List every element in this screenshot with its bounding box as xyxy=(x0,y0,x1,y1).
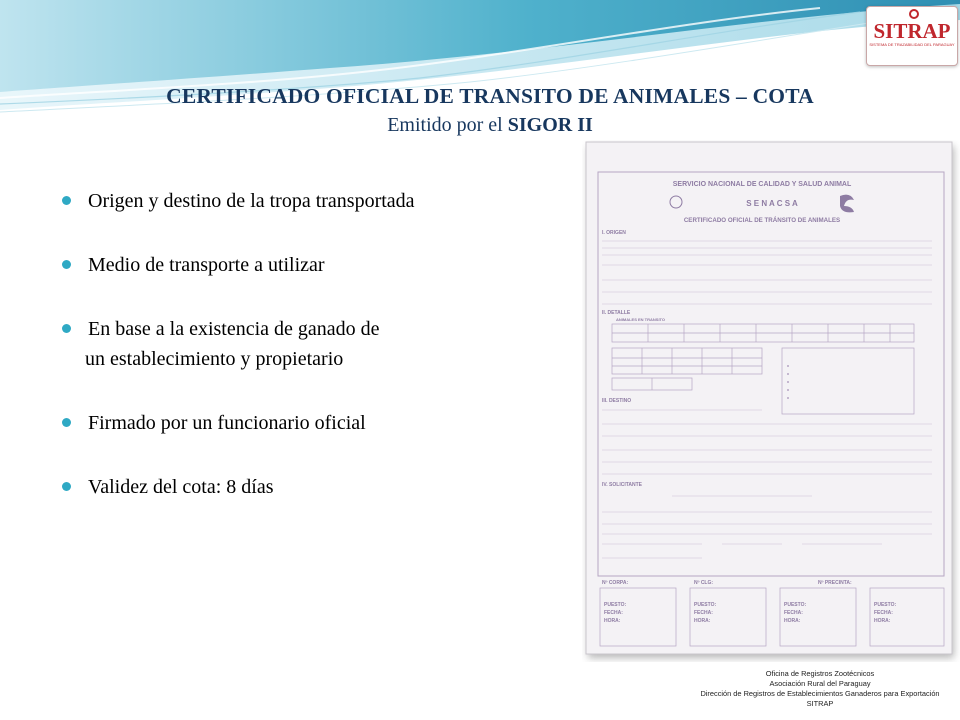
footer-credits xyxy=(680,669,960,709)
cert-hora-4: HORA: xyxy=(874,618,891,624)
cert-section-solicitante: IV. SOLICITANTE xyxy=(602,482,643,488)
cert-hora-2: HORA: xyxy=(694,618,711,624)
bullet-text: Origen y destino de la tropa transportada xyxy=(88,190,415,212)
slide-title: CERTIFICADO OFICIAL DE TRANSITO DE ANIMALES – COTA xyxy=(166,84,814,108)
slide-subtitle xyxy=(60,114,920,137)
cert-fecha-2: FECHA: xyxy=(694,610,713,616)
logo-emblem-icon xyxy=(909,9,919,19)
logo-subtext: SISTEMA DE TRAZABILIDAD DEL PARAGUAY xyxy=(869,42,955,47)
footer-line: Oficina de Registros Zootécnicos xyxy=(765,669,875,678)
cert-corral-2: Nº CLG: xyxy=(694,580,714,586)
bullet-item xyxy=(62,250,582,280)
sitrap-logo xyxy=(866,6,958,66)
bullet-dot-icon xyxy=(62,260,71,269)
cert-corral-3: Nº PRECINTA: xyxy=(818,580,852,586)
bullet-dot-icon xyxy=(62,418,71,427)
bullet-item xyxy=(62,472,582,502)
footer-line: Asociación Rural del Paraguay xyxy=(769,679,871,688)
cert-puesto-3: PUESTO: xyxy=(784,602,807,608)
cert-hora-1: HORA: xyxy=(604,618,621,624)
bullet-item xyxy=(62,314,582,374)
bullet-item xyxy=(62,408,582,438)
bullet-text-continuation: un establecimiento y propietario xyxy=(85,348,344,370)
cert-puesto-1: PUESTO: xyxy=(604,602,627,608)
cert-section-detalle: II. DETALLE xyxy=(602,310,631,316)
cert-puesto-4: PUESTO: xyxy=(874,602,897,608)
bullet-dot-icon xyxy=(62,196,71,205)
cert-doc-title: CERTIFICADO OFICIAL DE TRÁNSITO DE ANIMALES xyxy=(683,217,841,224)
cert-puesto-2: PUESTO: xyxy=(694,602,717,608)
cert-agency: SERVICIO NACIONAL DE CALIDAD Y SALUD ANIMAL xyxy=(672,181,852,188)
footer-line: SITRAP xyxy=(806,699,834,708)
cert-hora-3: HORA: xyxy=(784,618,801,624)
cert-section-origen: I. ORIGEN xyxy=(602,230,626,236)
subtitle-prefix: Emitido por el xyxy=(387,114,508,136)
cert-agency-short: S E N A C S A xyxy=(746,199,798,208)
bullet-dot-icon xyxy=(62,482,71,491)
logo-text: SITRAP xyxy=(873,19,951,43)
bullet-item xyxy=(62,186,582,216)
cert-fecha-4: FECHA: xyxy=(874,610,893,616)
cota-certificate-image xyxy=(582,140,960,662)
bullet-dot-icon xyxy=(62,324,71,333)
bullet-text: Validez del cota: 8 días xyxy=(88,476,274,498)
bullet-list xyxy=(62,186,582,536)
subtitle-emphasis: SIGOR II xyxy=(507,114,593,136)
cert-section-destino: III. DESTINO xyxy=(602,398,632,404)
footer-line: Dirección de Registros de Establecimientos Ganaderos para Exportación xyxy=(700,689,940,698)
bullet-text: Medio de transporte a utilizar xyxy=(88,254,325,276)
cert-corral-1: Nº CORPA: xyxy=(602,580,629,586)
cert-detalle-caption: ANIMALES EN TRANSITO xyxy=(616,317,666,322)
cert-fecha-3: FECHA: xyxy=(784,610,803,616)
bullet-text: En base a la existencia de ganado de xyxy=(88,318,380,340)
cert-fecha-1: FECHA: xyxy=(604,610,623,616)
bullet-text: Firmado por un funcionario oficial xyxy=(88,412,366,434)
